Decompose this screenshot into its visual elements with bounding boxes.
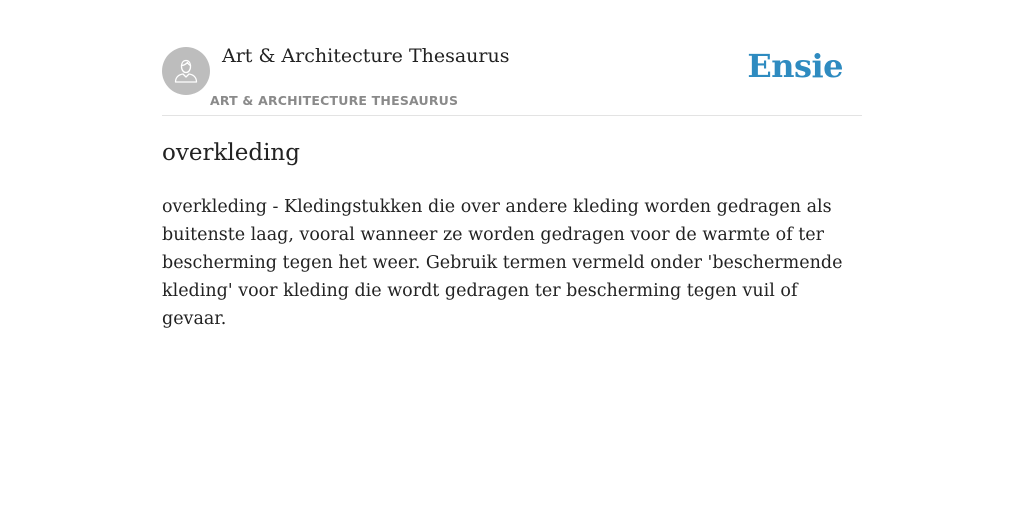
brand-logo[interactable]: Ensie (747, 47, 843, 85)
page-container (162, 0, 862, 329)
source-label[interactable]: ART & ARCHITECTURE THESAURUS (210, 93, 459, 108)
avatar[interactable] (162, 47, 210, 95)
definition-text: overkleding - Kledingstukken die over andere kleding worden gedragen als buitenste laag, vooral wanneer ze worden gedragen voor de warmte of ter bescherming tegen het weer. Gebruik termen vermeld onder 'beschermende kleding' voor kleding die wordt gedragen ter bescherming tegen vuil of gevaar. (162, 197, 843, 329)
author-name[interactable]: Art & Architecture Thesaurus (222, 45, 510, 67)
term-title: overkleding (162, 140, 300, 166)
user-silhouette-icon (171, 56, 201, 86)
header (162, 0, 862, 116)
